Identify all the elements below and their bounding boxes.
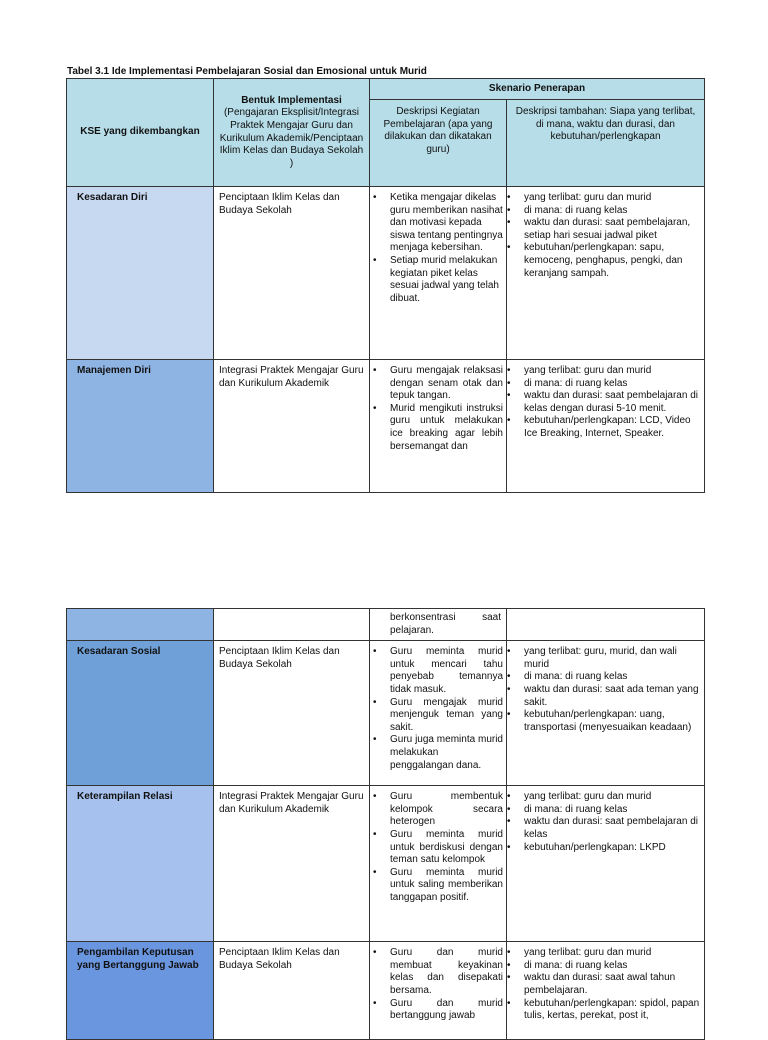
kegiatan-list xyxy=(370,791,503,904)
deskripsi-kegiatan xyxy=(370,786,507,942)
bentuk-implementasi: Penciptaan Iklim Kelas dan Budaya Sekolah xyxy=(214,187,370,360)
tambahan-item: • kebutuhan/perlengkapan: LCD, Video Ice Breaking, Internet, Speaker. xyxy=(524,415,701,440)
tambahan-item: • kebutuhan/perlengkapan: spidol, papan tulis, kertas, perekat, post it, xyxy=(524,998,701,1023)
kse-label: Keterampilan Relasi xyxy=(67,786,214,942)
header-tambahan: Deskripsi tambahan: Siapa yang terlibat, di mana, waktu dan durasi, dan kebutuhan/perlengkapan xyxy=(507,100,705,187)
header-kegiatan: Deskripsi Kegiatan Pembelajaran (apa yang dilakukan dan dikatakan guru) xyxy=(370,100,507,187)
tambahan-item: • di mana: di ruang kelas xyxy=(524,671,701,684)
kegiatan-item: • Guru dan murid bertanggung jawab xyxy=(390,998,503,1023)
continuation-bentuk-cell xyxy=(214,609,370,641)
tambahan-item: • yang terlibat: guru dan murid xyxy=(524,365,701,378)
kegiatan-list xyxy=(370,947,503,1023)
header-kse: KSE yang dikembangkan xyxy=(67,79,214,187)
kegiatan-item: • Ketika mengajar dikelas guru memberikan nasihat dan motivasi kepada siswa tentang pentingnya menjaga kebersihan. xyxy=(390,192,503,255)
tambahan-item: • di mana: di ruang kelas xyxy=(524,378,701,391)
tambahan-list xyxy=(507,646,701,734)
kegiatan-item: • Guru juga meminta murid melakukan penggalangan dana. xyxy=(390,734,503,772)
deskripsi-kegiatan xyxy=(370,942,507,1040)
tambahan-item: • yang terlibat: guru dan murid xyxy=(524,791,701,804)
table-part-2 xyxy=(66,608,705,1040)
table-caption: Tabel 3.1 Ide Implementasi Pembelajaran Sosial dan Emosional untuk Murid xyxy=(67,66,427,77)
table-row-manajemen-diri xyxy=(67,360,705,493)
continuation-text: berkonsentrasi saat pelajaran. xyxy=(370,609,507,641)
deskripsi-tambahan xyxy=(507,942,705,1040)
kegiatan-item: • Setiap murid melakukan kegiatan piket kelas sesuai jadwal yang telah dibuat. xyxy=(390,255,503,305)
table-row-keterampilan-relasi xyxy=(67,786,705,942)
deskripsi-tambahan xyxy=(507,187,705,360)
tambahan-item: • waktu dan durasi: saat ada teman yang sakit. xyxy=(524,684,701,709)
tambahan-item: • di mana: di ruang kelas xyxy=(524,804,701,817)
tambahan-item: • kebutuhan/perlengkapan: uang, transportasi (menyesuaikan keadaan) xyxy=(524,709,701,734)
kegiatan-item: • Guru meminta murid untuk saling memberikan tanggapan positif. xyxy=(390,867,503,905)
deskripsi-kegiatan xyxy=(370,187,507,360)
deskripsi-kegiatan xyxy=(370,641,507,786)
kse-label: Kesadaran Sosial xyxy=(67,641,214,786)
continuation-tambahan-cell xyxy=(507,609,705,641)
kegiatan-item: • Guru mengajak murid menjenguk teman yang sakit. xyxy=(390,697,503,735)
kegiatan-item: • Guru meminta murid untuk mencari tahu penyebab temannya tidak masuk. xyxy=(390,646,503,696)
kse-label: Pengambilan Keputusan yang Bertanggung Jawab xyxy=(67,942,214,1040)
kegiatan-item: • Guru mengajak relaksasi dengan senam otak dan tepuk tangan. xyxy=(390,365,503,403)
bentuk-implementasi: Integrasi Praktek Mengajar Guru dan Kurikulum Akademik xyxy=(214,360,370,493)
kse-label: Kesadaran Diri xyxy=(67,187,214,360)
tambahan-item: • waktu dan durasi: saat pembelajaran di kelas xyxy=(524,816,701,841)
kegiatan-item: • Guru meminta murid untuk berdiskusi dengan teman satu kelompok xyxy=(390,829,503,867)
kegiatan-item: • Guru dan murid membuat keyakinan kelas dan disepakati bersama. xyxy=(390,947,503,997)
tambahan-item: • waktu dan durasi: saat pembelajaran di kelas dengan durasi 5-10 menit. xyxy=(524,390,701,415)
deskripsi-tambahan xyxy=(507,360,705,493)
tambahan-item: • di mana: di ruang kelas xyxy=(524,205,701,218)
tambahan-list xyxy=(507,947,701,1023)
table-row-kesadaran-diri xyxy=(67,187,705,360)
tambahan-item: • yang terlibat: guru dan murid xyxy=(524,192,701,205)
header-bentuk xyxy=(214,79,370,187)
tambahan-item: • di mana: di ruang kelas xyxy=(524,960,701,973)
tambahan-list xyxy=(507,791,701,854)
kegiatan-list xyxy=(370,646,503,772)
tambahan-item: • yang terlibat: guru, murid, dan wali murid xyxy=(524,646,701,671)
table-row-kesadaran-sosial xyxy=(67,641,705,786)
tambahan-list xyxy=(507,365,701,441)
tambahan-item: • yang terlibat: guru dan murid xyxy=(524,947,701,960)
header-bentuk-sub: (Pengajaran Eksplisit/Integrasi Praktek Mengajar Guru dan Kurikulum Akademik/Penciptaan Iklim Kelas dan Budaya Sekolah ) xyxy=(219,107,364,169)
kse-label: Manajemen Diri xyxy=(67,360,214,493)
tambahan-item: • kebutuhan/perlengkapan: LKPD xyxy=(524,842,701,855)
kegiatan-list xyxy=(370,365,503,453)
tambahan-item: • waktu dan durasi: saat pembelajaran, setiap hari sesuai jadwal piket xyxy=(524,217,701,242)
bentuk-implementasi: Penciptaan Iklim Kelas dan Budaya Sekolah xyxy=(214,641,370,786)
tambahan-item: • waktu dan durasi: saat awal tahun pembelajaran. xyxy=(524,972,701,997)
table-part-1 xyxy=(66,78,705,493)
deskripsi-kegiatan xyxy=(370,360,507,493)
tambahan-item: • kebutuhan/perlengkapan: sapu, kemoceng, penghapus, pengki, dan keranjang sampah. xyxy=(524,242,701,280)
header-bentuk-title: Bentuk Implementasi xyxy=(241,94,342,106)
deskripsi-tambahan xyxy=(507,786,705,942)
tambahan-list xyxy=(507,192,701,280)
kegiatan-list xyxy=(370,192,503,305)
table-row-pengambilan-keputusan-yang-bertanggung-jawab xyxy=(67,942,705,1040)
kegiatan-item: • Guru membentuk kelompok secara heterogen xyxy=(390,791,503,829)
kegiatan-item: • Murid mengikuti instruksi guru untuk melakukan ice breaking agar lebih bersemangat dan xyxy=(390,403,503,453)
continuation-kse-cell xyxy=(67,609,214,641)
deskripsi-tambahan xyxy=(507,641,705,786)
bentuk-implementasi: Integrasi Praktek Mengajar Guru dan Kurikulum Akademik xyxy=(214,786,370,942)
bentuk-implementasi: Penciptaan Iklim Kelas dan Budaya Sekolah xyxy=(214,942,370,1040)
header-skenario: Skenario Penerapan xyxy=(370,79,705,100)
